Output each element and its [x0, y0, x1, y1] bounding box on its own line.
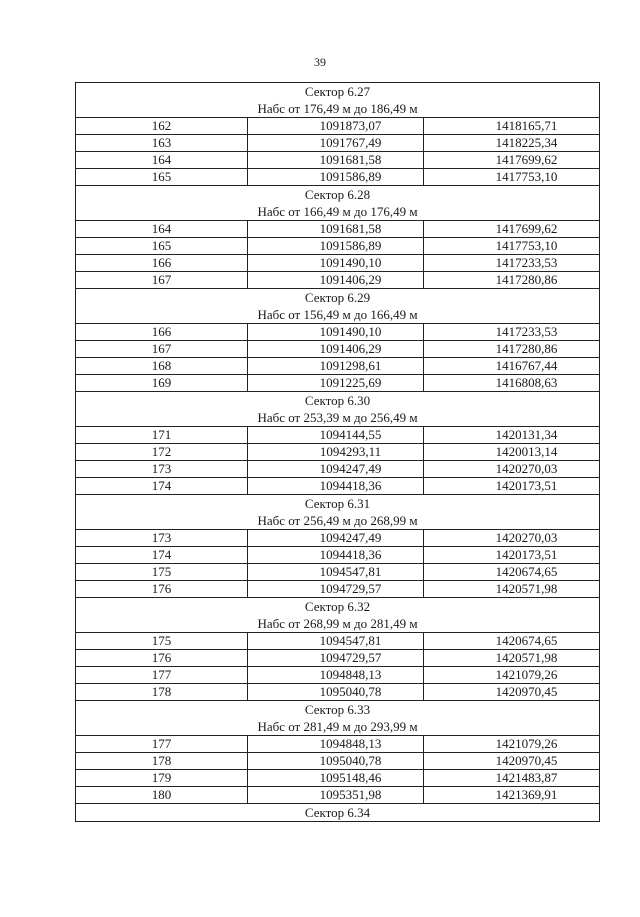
y-coordinate-cell: 1420970,45: [424, 684, 600, 701]
y-coordinate-cell: 1416808,63: [424, 375, 600, 392]
point-number-cell: 173: [76, 461, 248, 478]
x-coordinate-cell: 1091490,10: [248, 255, 424, 272]
sector-header-row: [76, 495, 600, 530]
sector-title: Сектор 6.31: [304, 496, 371, 511]
sector-header-row: [76, 289, 600, 324]
table-row: [76, 221, 600, 238]
table-row: [76, 547, 600, 564]
table-row: [76, 255, 600, 272]
table-row: [76, 135, 600, 152]
sector-title: Сектор 6.28: [304, 187, 371, 202]
point-number-cell: 169: [76, 375, 248, 392]
x-coordinate-cell: 1091490,10: [248, 324, 424, 341]
y-coordinate-cell: 1418225,34: [424, 135, 600, 152]
table-row: [76, 427, 600, 444]
x-coordinate-cell: 1094293,11: [248, 444, 424, 461]
table-row: [76, 753, 600, 770]
y-coordinate-cell: 1421079,26: [424, 736, 600, 753]
y-coordinate-cell: 1417753,10: [424, 238, 600, 255]
table-row: [76, 238, 600, 255]
table-row: [76, 667, 600, 684]
x-coordinate-cell: 1091681,58: [248, 221, 424, 238]
sector-height-range: Набс от 268,99 м до 281,49 м: [257, 616, 418, 631]
x-coordinate-cell: 1091681,58: [248, 152, 424, 169]
table-row: [76, 118, 600, 135]
y-coordinate-cell: 1416767,44: [424, 358, 600, 375]
point-number-cell: 179: [76, 770, 248, 787]
sector-height-range: Набс от 256,49 м до 268,99 м: [257, 513, 418, 528]
table-row: [76, 564, 600, 581]
x-coordinate-cell: 1094144,55: [248, 427, 424, 444]
y-coordinate-cell: 1420013,14: [424, 444, 600, 461]
sector-height-range: Набс от 156,49 м до 166,49 м: [257, 307, 418, 322]
table-row: [76, 324, 600, 341]
x-coordinate-cell: 1095040,78: [248, 753, 424, 770]
point-number-cell: 173: [76, 530, 248, 547]
x-coordinate-cell: 1091406,29: [248, 272, 424, 289]
point-number-cell: 163: [76, 135, 248, 152]
y-coordinate-cell: 1417280,86: [424, 341, 600, 358]
sector-header-row: [76, 701, 600, 736]
point-number-cell: 180: [76, 787, 248, 804]
x-coordinate-cell: 1091586,89: [248, 169, 424, 186]
table-row: [76, 770, 600, 787]
table-row: [76, 650, 600, 667]
x-coordinate-cell: 1094547,81: [248, 633, 424, 650]
page-number: 39: [314, 55, 326, 69]
y-coordinate-cell: 1420173,51: [424, 547, 600, 564]
table-row: [76, 633, 600, 650]
point-number-cell: 178: [76, 753, 248, 770]
x-coordinate-cell: 1094418,36: [248, 478, 424, 495]
sector-header-row: [76, 186, 600, 221]
x-coordinate-cell: 1095148,46: [248, 770, 424, 787]
sector-height-range: Набс от 166,49 м до 176,49 м: [257, 204, 418, 219]
point-number-cell: 176: [76, 650, 248, 667]
point-number-cell: 166: [76, 255, 248, 272]
point-number-cell: 165: [76, 169, 248, 186]
sector-header: [76, 83, 600, 118]
point-number-cell: 167: [76, 341, 248, 358]
x-coordinate-cell: 1091298,61: [248, 358, 424, 375]
y-coordinate-cell: 1421483,87: [424, 770, 600, 787]
sector-title: Сектор 6.33: [304, 702, 371, 717]
point-number-cell: 167: [76, 272, 248, 289]
x-coordinate-cell: 1091225,69: [248, 375, 424, 392]
x-coordinate-cell: 1094247,49: [248, 461, 424, 478]
x-coordinate-cell: 1091586,89: [248, 238, 424, 255]
sector-height-range: Набс от 253,39 м до 256,49 м: [257, 410, 418, 425]
x-coordinate-cell: 1095351,98: [248, 787, 424, 804]
table-row: [76, 341, 600, 358]
sector-header: [76, 495, 600, 530]
y-coordinate-cell: 1420270,03: [424, 461, 600, 478]
sector-header-row: [76, 392, 600, 427]
y-coordinate-cell: 1417699,62: [424, 152, 600, 169]
sector-title: Сектор 6.29: [304, 290, 371, 305]
y-coordinate-cell: 1421079,26: [424, 667, 600, 684]
sector-header-row: [76, 804, 600, 822]
x-coordinate-cell: 1094729,57: [248, 650, 424, 667]
sector-header: [76, 804, 600, 822]
point-number-cell: 171: [76, 427, 248, 444]
point-number-cell: 165: [76, 238, 248, 255]
y-coordinate-cell: 1420131,34: [424, 427, 600, 444]
sector-title: Сектор 6.30: [304, 393, 371, 408]
point-number-cell: 178: [76, 684, 248, 701]
x-coordinate-cell: 1091767,49: [248, 135, 424, 152]
sector-header: [76, 598, 600, 633]
table-row: [76, 684, 600, 701]
point-number-cell: 162: [76, 118, 248, 135]
y-coordinate-cell: 1420674,65: [424, 564, 600, 581]
coordinates-table: [75, 82, 600, 822]
x-coordinate-cell: 1094729,57: [248, 581, 424, 598]
point-number-cell: 177: [76, 667, 248, 684]
point-number-cell: 174: [76, 478, 248, 495]
point-number-cell: 172: [76, 444, 248, 461]
table-row: [76, 736, 600, 753]
x-coordinate-cell: 1094418,36: [248, 547, 424, 564]
table-row: [76, 358, 600, 375]
y-coordinate-cell: 1417753,10: [424, 169, 600, 186]
y-coordinate-cell: 1418165,71: [424, 118, 600, 135]
table-row: [76, 152, 600, 169]
x-coordinate-cell: 1094247,49: [248, 530, 424, 547]
point-number-cell: 177: [76, 736, 248, 753]
point-number-cell: 168: [76, 358, 248, 375]
table-row: [76, 787, 600, 804]
y-coordinate-cell: 1420571,98: [424, 581, 600, 598]
y-coordinate-cell: 1417233,53: [424, 255, 600, 272]
point-number-cell: 176: [76, 581, 248, 598]
x-coordinate-cell: 1094547,81: [248, 564, 424, 581]
sector-height-range: Набс от 281,49 м до 293,99 м: [257, 719, 418, 734]
y-coordinate-cell: 1417233,53: [424, 324, 600, 341]
point-number-cell: 174: [76, 547, 248, 564]
x-coordinate-cell: 1094848,13: [248, 667, 424, 684]
point-number-cell: 175: [76, 633, 248, 650]
y-coordinate-cell: 1420970,45: [424, 753, 600, 770]
sector-height-range: Набс от 176,49 м до 186,49 м: [257, 101, 418, 116]
point-number-cell: 164: [76, 221, 248, 238]
x-coordinate-cell: 1094848,13: [248, 736, 424, 753]
y-coordinate-cell: 1417699,62: [424, 221, 600, 238]
table-row: [76, 375, 600, 392]
point-number-cell: 164: [76, 152, 248, 169]
y-coordinate-cell: 1420571,98: [424, 650, 600, 667]
y-coordinate-cell: 1420173,51: [424, 478, 600, 495]
sector-title: Сектор 6.32: [304, 599, 371, 614]
sector-header-row: [76, 83, 600, 118]
sector-header: [76, 701, 600, 736]
table-row: [76, 444, 600, 461]
table-row: [76, 461, 600, 478]
sector-title: Сектор 6.27: [304, 84, 371, 99]
x-coordinate-cell: 1091873,07: [248, 118, 424, 135]
sector-header-row: [76, 598, 600, 633]
x-coordinate-cell: 1095040,78: [248, 684, 424, 701]
y-coordinate-cell: 1420674,65: [424, 633, 600, 650]
sector-header: [76, 186, 600, 221]
table-row: [76, 530, 600, 547]
y-coordinate-cell: 1420270,03: [424, 530, 600, 547]
table-row: [76, 272, 600, 289]
sector-title: Сектор 6.34: [304, 805, 371, 820]
table-row: [76, 478, 600, 495]
x-coordinate-cell: 1091406,29: [248, 341, 424, 358]
sector-header: [76, 392, 600, 427]
y-coordinate-cell: 1417280,86: [424, 272, 600, 289]
table-row: [76, 169, 600, 186]
table-row: [76, 581, 600, 598]
point-number-cell: 175: [76, 564, 248, 581]
point-number-cell: 166: [76, 324, 248, 341]
y-coordinate-cell: 1421369,91: [424, 787, 600, 804]
sector-header: [76, 289, 600, 324]
